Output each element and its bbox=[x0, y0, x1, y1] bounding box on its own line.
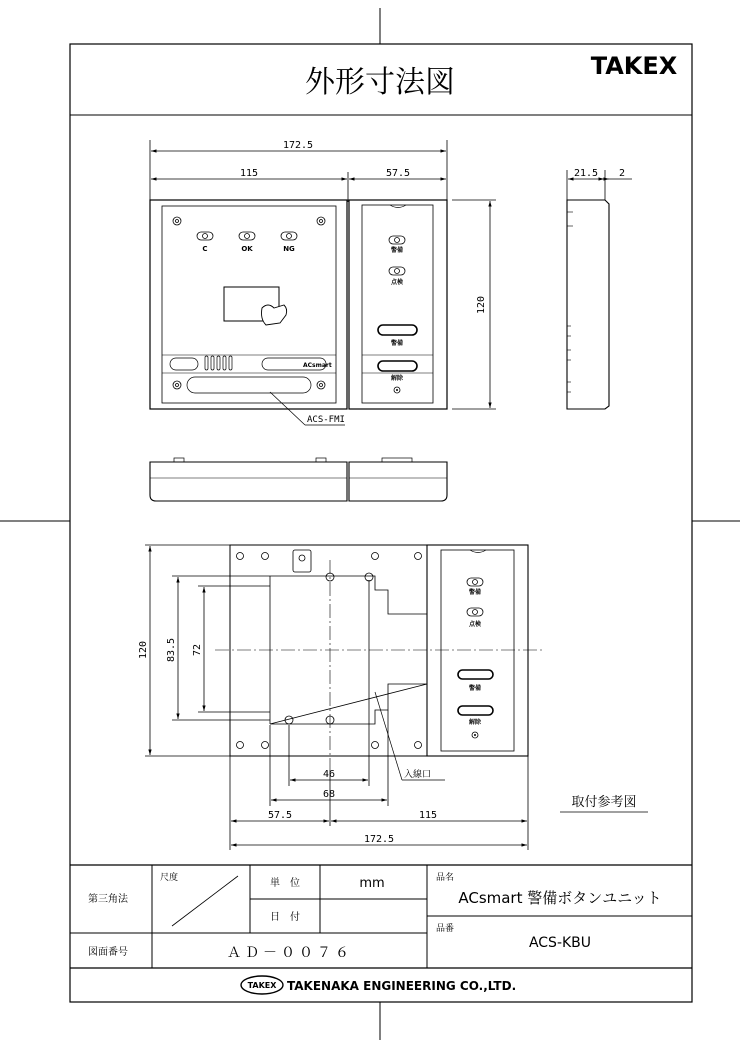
dim-depth: 21.5 bbox=[573, 168, 599, 179]
btn-label-kaijo: 解除 bbox=[390, 375, 404, 382]
dim-mount-46: 46 bbox=[322, 769, 336, 780]
brand-logo: TAKEX bbox=[590, 52, 678, 80]
bottom-view bbox=[150, 458, 447, 501]
key-label-ng: NG bbox=[283, 245, 295, 253]
company-name: TAKENAKA ENGINEERING CO.,LTD. bbox=[287, 979, 517, 993]
sheet-frame bbox=[70, 44, 692, 1002]
acsmart-label: ACsmart bbox=[303, 362, 332, 369]
dim-height: 120 bbox=[476, 295, 487, 315]
hand-icon bbox=[262, 305, 287, 325]
btn-label-keibi: 警備 bbox=[390, 247, 404, 254]
mount-ref-title: 取付参考図 bbox=[571, 795, 637, 810]
dim-mount-575: 57.5 bbox=[267, 810, 293, 821]
drawing-no: ＡＤ－００７６ bbox=[227, 945, 353, 961]
dim-mount-72: 72 bbox=[192, 643, 203, 657]
mount-view bbox=[138, 545, 648, 850]
fmi-unit-outline bbox=[150, 200, 347, 409]
product-name: ACsmart 警備ボタンユニット bbox=[458, 889, 662, 907]
dim-mount-1725: 172.5 bbox=[363, 834, 395, 845]
projection-label: 第三角法 bbox=[88, 894, 128, 905]
btn-label-tenken: 点検 bbox=[390, 279, 404, 286]
company-logo-text: TAKEX bbox=[247, 981, 277, 990]
dim-mount-68: 68 bbox=[322, 789, 336, 800]
mount-label-kaijo: 解除 bbox=[468, 719, 482, 726]
dim-total-width: 172.5 bbox=[282, 140, 314, 151]
side-view bbox=[567, 168, 632, 409]
scale-label: 尺度 bbox=[160, 873, 179, 883]
page-title: 外形寸法図 bbox=[305, 65, 455, 100]
drawing-no-label: 図面番号 bbox=[88, 947, 128, 958]
part-no: ACS-KBU bbox=[528, 935, 592, 951]
unit-value: mm bbox=[359, 876, 385, 891]
product-name-label: 品名 bbox=[436, 873, 455, 883]
date-label: 日 付 bbox=[270, 912, 300, 923]
vent-slots bbox=[205, 356, 232, 370]
mount-label-keibi: 警備 bbox=[468, 589, 482, 596]
inlet-label: 入線口 bbox=[404, 770, 432, 780]
key-label-c: C bbox=[202, 245, 208, 253]
key-label-ok: OK bbox=[241, 245, 253, 253]
part-no-label: 品番 bbox=[436, 924, 455, 934]
front-view bbox=[150, 140, 496, 425]
btn-label-keibi-2: 警備 bbox=[390, 340, 404, 347]
dim-left-width: 115 bbox=[239, 168, 259, 179]
mount-label-keibi-2: 警備 bbox=[468, 685, 482, 692]
dim-mount-835: 83.5 bbox=[166, 637, 177, 663]
dim-mount-120: 120 bbox=[138, 640, 149, 660]
unit-label: 単 位 bbox=[270, 878, 300, 889]
model-label-fmi: ACS-FMI bbox=[307, 415, 345, 425]
dim-mount-115: 115 bbox=[418, 810, 438, 821]
mount-label-tenken: 点検 bbox=[468, 621, 482, 628]
dim-right-width: 57.5 bbox=[385, 168, 411, 179]
led-indicator-icons bbox=[197, 232, 297, 240]
dim-step: 2 bbox=[618, 168, 626, 179]
